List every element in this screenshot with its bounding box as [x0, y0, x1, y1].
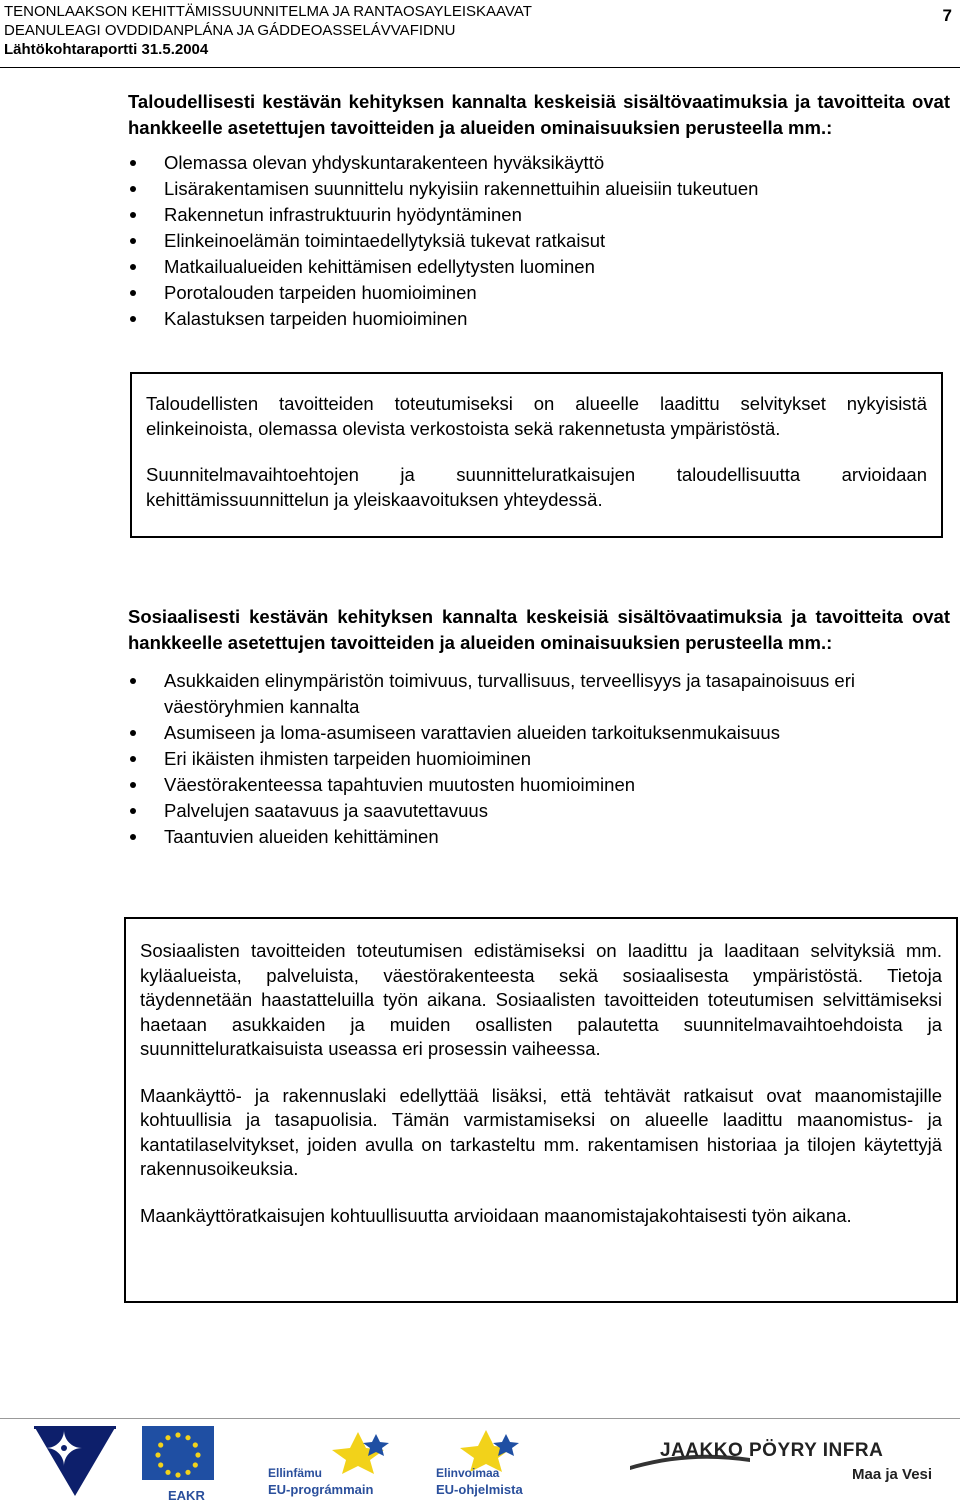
list-item: Rakennetun infrastruktuurin hyödyntäminen: [128, 202, 950, 228]
economic-box-paragraph: Taloudellisten tavoitteiden toteutumiseksi on alueelle laadittu selvitykset nykyisistä elinkeinoista, olemassa olevista verkostoista sekä rakennetusta ympäristöstä.: [146, 393, 927, 439]
document-header: [4, 2, 956, 68]
social-heading: Sosiaalisesti kestävän kehityksen kannalta keskeisiä sisältövaatimuksia ja tavoitteita ovat hankkeelle asetettujen tavoitteiden ja alueiden ominaisuuksien perusteella mm.:: [128, 606, 950, 653]
economic-bullet-list: [128, 150, 950, 332]
jaakko-poyry-subtitle: Maa ja Vesi: [852, 1466, 933, 1483]
social-bullet-list: [128, 668, 950, 850]
header-project-title-sami: DEANULEAGI OVDDIDANPLÁNA JA GÁDDEOASSELÁVVAFIDNU: [4, 22, 456, 39]
page-number: 7: [942, 6, 952, 25]
footer-divider: [0, 1418, 960, 1419]
footer-logos: [0, 1420, 960, 1505]
social-box-paragraph: Maankäyttöratkaisujen kohtuullisuutta arvioidaan maanomistajakohtaisesti työn aikana.: [140, 1204, 852, 1226]
list-item: Porotalouden tarpeiden huomioiminen: [128, 280, 950, 306]
social-box-paragraph: Maankäyttö- ja rakennuslaki edellyttää lisäksi, että tehtävät ratkaisut ovat maanomistajille kohtuullisia ja tasapuolisia. Tämän varmistamiseksi on alueelle laadittu maanomistus- ja kantatilaselvitykset, joiden avulla on tarkasteltu mm. rakentamisen historiaa ja tilojen käytettyjä rakennusoikeuksia.: [140, 1084, 942, 1179]
jaakko-poyry-logo: [630, 1432, 950, 1498]
header-project-title: TENONLAAKSON KEHITTÄMISSUUNNITELMA JA RANTAOSAYLEISKAAVAT: [4, 3, 532, 20]
elinvoimaa-logo: [436, 1428, 586, 1504]
list-item: Lisärakentamisen suunnittelu nykyisiin rakennettuihin alueisiin tukeutuen: [128, 176, 950, 202]
list-item: Väestörakenteessa tapahtuvien muutosten huomioiminen: [128, 772, 950, 798]
list-item: Asumiseen ja loma-asumiseen varattavien alueiden tarkoituksenmukaisuus: [128, 720, 950, 746]
list-item: Eri ikäisten ihmisten tarpeiden huomioiminen: [128, 746, 950, 772]
list-item: Kalastuksen tarpeiden huomioiminen: [128, 306, 950, 332]
eu-flag-logo: [142, 1426, 214, 1504]
list-item: Asukkaiden elinympäristön toimivuus, turvallisuus, terveellisyys ja tasapainoisuus eri väestöryhmien kannalta: [128, 668, 950, 720]
ellinfamu-logo: [268, 1428, 428, 1504]
social-info-box: [124, 917, 958, 1303]
list-item: Elinkeinoelämän toimintaedellytyksiä tukevat ratkaisut: [128, 228, 950, 254]
social-section: [128, 604, 950, 850]
social-box-paragraph: Sosiaalisten tavoitteiden toteutumisen edistämiseksi on laadittu ja laaditaan selvityksiä mm. kyläalueista, palveluista, väestörakenteesta sekä sosiaalisesta ympäristöstä. Tietoja täydennetään haastatteluilla työn aikana. Sosiaalisten tavoitteiden toteutumisen selvittämiseksi haetaan asukkaiden ja muiden osallisten palautetta suunnitelmavaihtoehdoista ja suunnitteluratkaisuista useassa eri prosessin vaiheessa.: [140, 940, 942, 1059]
economic-section: [128, 89, 950, 332]
eakr-label: EAKR: [168, 1488, 205, 1503]
ellinfamu-line1: Ellinfämu: [268, 1466, 323, 1480]
economic-info-box: [130, 372, 943, 538]
economic-heading: Taloudellisesti kestävän kehityksen kannalta keskeisiä sisältövaatimuksia ja tavoitteita ovat hankkeelle asetettujen tavoitteiden ja alueiden ominaisuuksien perusteella mm.:: [128, 91, 950, 138]
economic-box-paragraph: Suunnitelmavaihtoehtojen ja suunnitteluratkaisujen taloudellisuutta arvioidaan kehittämissuunnittelun ja yleiskaavoituksen yhteydessä.: [146, 464, 927, 510]
elinvoimaa-line1: Elinvoimaa: [436, 1466, 500, 1480]
list-item: Taantuvien alueiden kehittäminen: [128, 824, 950, 850]
list-item: Olemassa olevan yhdyskuntarakenteen hyväksikäyttö: [128, 150, 950, 176]
list-item: Palvelujen saatavuus ja saavutettavuus: [128, 798, 950, 824]
list-item: Matkailualueiden kehittämisen edellytysten luominen: [128, 254, 950, 280]
ellinfamu-line2: EU-prográmmain: [268, 1482, 374, 1497]
jaakko-poyry-name: JAAKKO PÖYRY INFRA: [660, 1440, 884, 1461]
header-divider: [0, 67, 960, 68]
star-emblem-logo: [34, 1426, 116, 1504]
elinvoimaa-line2: EU-ohjelmista: [436, 1482, 523, 1497]
header-report-date: Lähtökohtaraportti 31.5.2004: [4, 41, 209, 58]
